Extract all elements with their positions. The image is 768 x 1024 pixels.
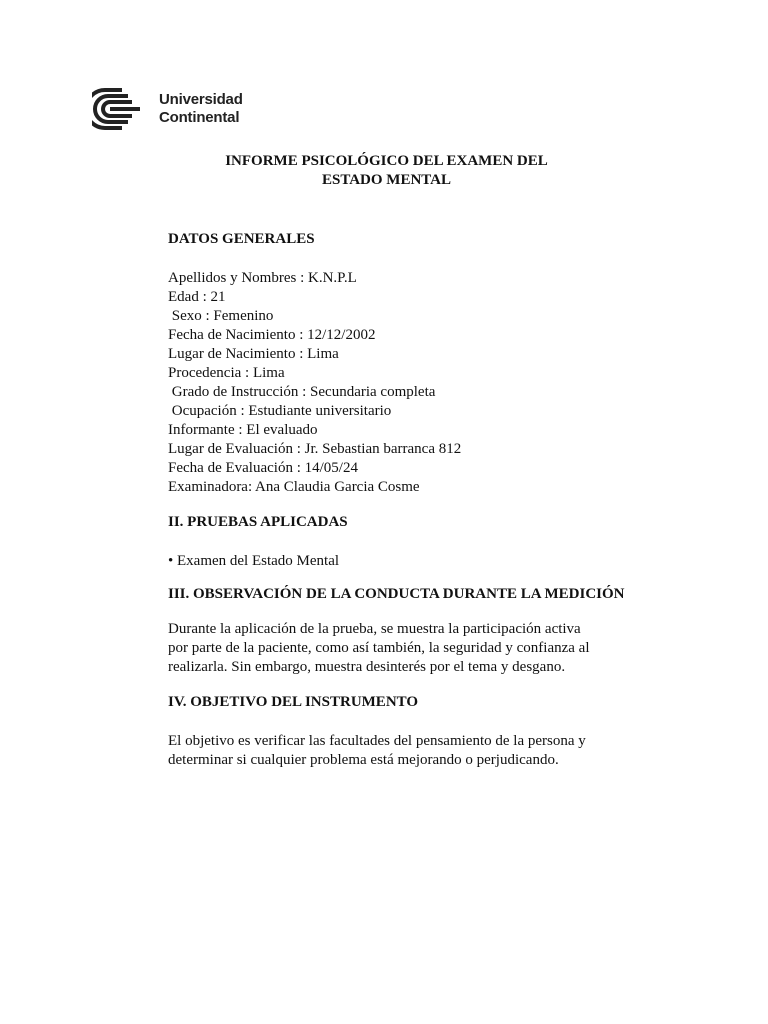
document-title-line1: INFORME PSICOLÓGICO DEL EXAMEN DEL — [225, 153, 548, 169]
observacion-line: Durante la aplicación de la prueba, se muestra la participación activa — [168, 621, 581, 637]
university-logo — [92, 86, 243, 132]
datos-procedencia: Procedencia : Lima — [168, 365, 285, 381]
datos-lugar-evaluacion: Lugar de Evaluación : Jr. Sebastian barranca 812 — [168, 441, 462, 457]
datos-apellidos: Apellidos y Nombres : K.N.P.L — [168, 270, 357, 286]
datos-informante: Informante : El evaluado — [168, 422, 318, 438]
objetivo-line: determinar si cualquier problema está mejorando o perjudicando. — [168, 752, 559, 768]
university-name-line1: Universidad — [159, 91, 243, 108]
university-name — [159, 91, 243, 127]
observacion-heading: III. OBSERVACIÓN DE LA CONDUCTA DURANTE LA MEDICIÓN — [168, 586, 625, 602]
university-name-line2: Continental — [159, 109, 240, 126]
observacion-paragraph — [168, 620, 628, 677]
pruebas-heading: II. PRUEBAS APLICADAS — [168, 514, 348, 530]
datos-ocupacion: Ocupación : Estudiante universitario — [168, 403, 392, 419]
datos-grado-instruccion: Grado de Instrucción : Secundaria completa — [168, 384, 436, 400]
datos-edad: Edad : 21 — [168, 289, 226, 305]
objetivo-paragraph — [168, 732, 628, 770]
datos-fecha-evaluacion: Fecha de Evaluación : 14/05/24 — [168, 460, 358, 476]
pruebas-item: • Examen del Estado Mental — [168, 553, 340, 569]
observacion-line: realizarla. Sin embargo, muestra desinterés por el tema y desgano. — [168, 659, 566, 675]
datos-fecha-nacimiento: Fecha de Nacimiento : 12/12/2002 — [168, 327, 376, 343]
document-title — [0, 152, 768, 190]
objetivo-line: El objetivo es verificar las facultades del pensamiento de la persona y — [168, 733, 586, 749]
objetivo-heading: IV. OBJETIVO DEL INSTRUMENTO — [168, 694, 419, 710]
university-logo-icon — [92, 86, 150, 132]
datos-examinadora: Examinadora: Ana Claudia Garcia Cosme — [168, 479, 420, 495]
document-title-line2: ESTADO MENTAL — [321, 172, 452, 188]
observacion-line: por parte de la paciente, como así también, la seguridad y confianza al — [168, 640, 590, 656]
datos-lugar-nacimiento: Lugar de Nacimiento : Lima — [168, 346, 339, 362]
datos-sexo: Sexo : Femenino — [168, 308, 274, 324]
datos-generales-heading: DATOS GENERALES — [168, 231, 315, 247]
